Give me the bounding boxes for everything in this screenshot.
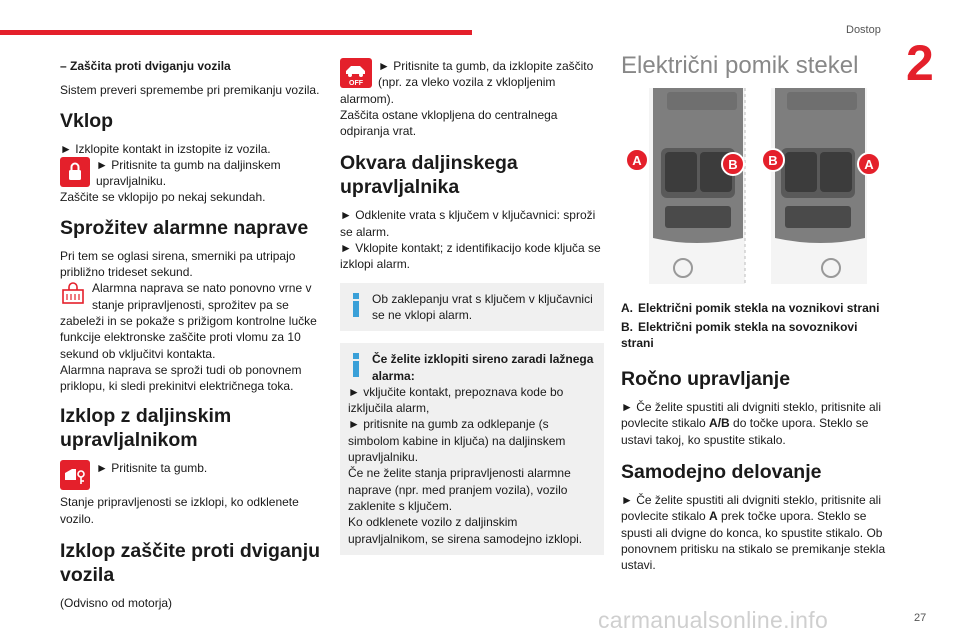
info-box-1 (340, 283, 604, 332)
sprozitev-text-3: Alarmna naprava se sproži tudi ob ponovnem priklopu, ki sledi prekinitvi električnega toka. (60, 362, 302, 394)
sprozitev-text-2-wrap (60, 280, 322, 361)
info-icon (350, 353, 362, 377)
sprozitev-heading: Sprožitev alarmne naprave (60, 216, 309, 239)
vklop-step-1: ► Izklopite kontakt in izstopite iz vozila. (60, 141, 271, 156)
off-step-wrap (340, 58, 604, 107)
samodejno-text: ► Če želite spustiti ali dvigniti steklo, pritisnite ali povlecite stikalo A prek točke upora. Steklo se spusti ali dvigne do konca, ko spustite stikalo. Ob ponovnem pritisku na stikalo se premikanje stekla ustavi. (621, 493, 886, 573)
off-step: ► Pritisnite ta gumb, da izklopite zaščito (npr. za vleko vozila z vklopljenim alarmom). (340, 59, 594, 106)
watermark: carmanualsonline.info (598, 607, 829, 633)
antilift-text: Sistem preveri spremembe pri premikanju vozila. (60, 83, 320, 98)
info-box-2 (340, 343, 604, 555)
window-switch-photos (621, 88, 889, 290)
vklop-note: Zaščite se vklopijo po nekaj sekundah. (60, 190, 266, 205)
info-2-title: Če želite izklopiti sireno zaradi lažnega alarma: (372, 352, 594, 383)
svg-text:A: A (632, 153, 642, 169)
column-3 (621, 52, 889, 574)
window-switch-illustration (621, 88, 889, 290)
svg-text:A: A (864, 157, 874, 173)
info-icon (350, 293, 362, 317)
header-red-bar (0, 30, 472, 35)
izklop-antilift-note: (Odvisno od motorja) (60, 596, 173, 611)
vklop-heading: Vklop (60, 109, 114, 132)
vklop-step-2: ► Pritisnite ta gumb na daljinskem upravljalniku. (96, 157, 281, 189)
izklop-step-row (60, 460, 322, 490)
okvara-heading: Okvara daljinskega upravljalnika (340, 152, 518, 199)
chapter-number: 2 (906, 35, 934, 91)
rocno-text: ► Če želite spustiti ali dvigniti steklo, pritisnite ali povlecite stikalo A/B do točke upora. Steklo se ustavi takoj, ko spustite stikalo. (621, 400, 881, 447)
sprozitev-text-1: Pri tem se oglasi sirena, smerniki pa utripajo približno trideset sekund. (60, 248, 296, 280)
samodejno-heading: Samodejno delovanje (621, 461, 822, 484)
label-a-left (626, 149, 648, 171)
svg-text:B: B (728, 157, 738, 173)
label-b-right (762, 149, 784, 171)
column-1 (60, 58, 322, 611)
info-2-text-1: Če ne želite stanja pripravljenosti alarmne naprave (npr. med pranjem vozila), vozilo zaklenite s ključem. (348, 466, 571, 513)
lock-remote-icon (60, 157, 90, 187)
rocno-heading: Ročno upravljanje (621, 368, 791, 391)
window-lift-title: Električni pomik stekel (621, 52, 859, 79)
anti-lift-off-icon (340, 58, 372, 88)
column-2 (340, 58, 604, 567)
izklop-note: Stanje pripravljenosti se izklopi, ko odklenete vozilo. (60, 495, 299, 526)
page-number: 27 (914, 612, 927, 624)
okvara-step-2: ► Vklopite kontakt; z identifikacijo kode ključa se izklopi alarm. (340, 241, 601, 272)
label-a-right (858, 153, 880, 175)
okvara-step-1: ► Odklenite vrata s ključem v ključavnici: sproži se alarm. (340, 208, 596, 239)
izklop-antilift-heading: Izklop zaščite proti dviganju vozila (60, 540, 321, 587)
unlock-remote-icon (60, 460, 90, 490)
info-2-step-2: ► pritisnite na gumb za odklepanje (s simbolom kabine in ključa) na daljinskem upravljalniku. (348, 417, 566, 465)
off-note: Zaščita ostane vklopljena do centralnega odpiranja vrat. (340, 107, 558, 139)
svg-text:OFF: OFF (349, 80, 363, 87)
section-title: Dostop (846, 24, 881, 36)
caption-a: A. Električni pomik stekla na voznikovi strani (621, 301, 880, 316)
izklop-heading: Izklop z daljinskim upravljalnikom (60, 405, 232, 452)
svg-text:B: B (768, 153, 778, 169)
izklop-step: ► Pritisnite ta gumb. (96, 461, 208, 476)
label-b-left (722, 153, 744, 175)
alarm-panel-icon (60, 280, 86, 308)
antilift-heading: – Zaščita proti dviganju vozila (60, 59, 231, 73)
vklop-step-2-row (60, 157, 322, 190)
info-2-step-1: ► vključite kontakt, prepoznava kode bo izključila alarm, (348, 384, 564, 416)
info-1-text: Ob zaklepanju vrat s ključem v ključavnici se ne vklopi alarm. (372, 291, 593, 322)
caption-b: B. Električni pomik stekla na sovoznikovi strani (621, 319, 858, 350)
sprozitev-text-2: Alarmna naprava se nato ponovno vrne v stanje pripravljenosti, sprožitev pa se zabeleži in se pokaže s prižigom kontrolne lučke funkcije elektronske zaščite proti vlomu za 10 sekund ob vključitvi kontakta. (60, 281, 317, 361)
info-2-text-2: Ko odklenete vozilo z daljinskim upravljalnikom, se sirena samodejno izklopi. (348, 515, 583, 546)
